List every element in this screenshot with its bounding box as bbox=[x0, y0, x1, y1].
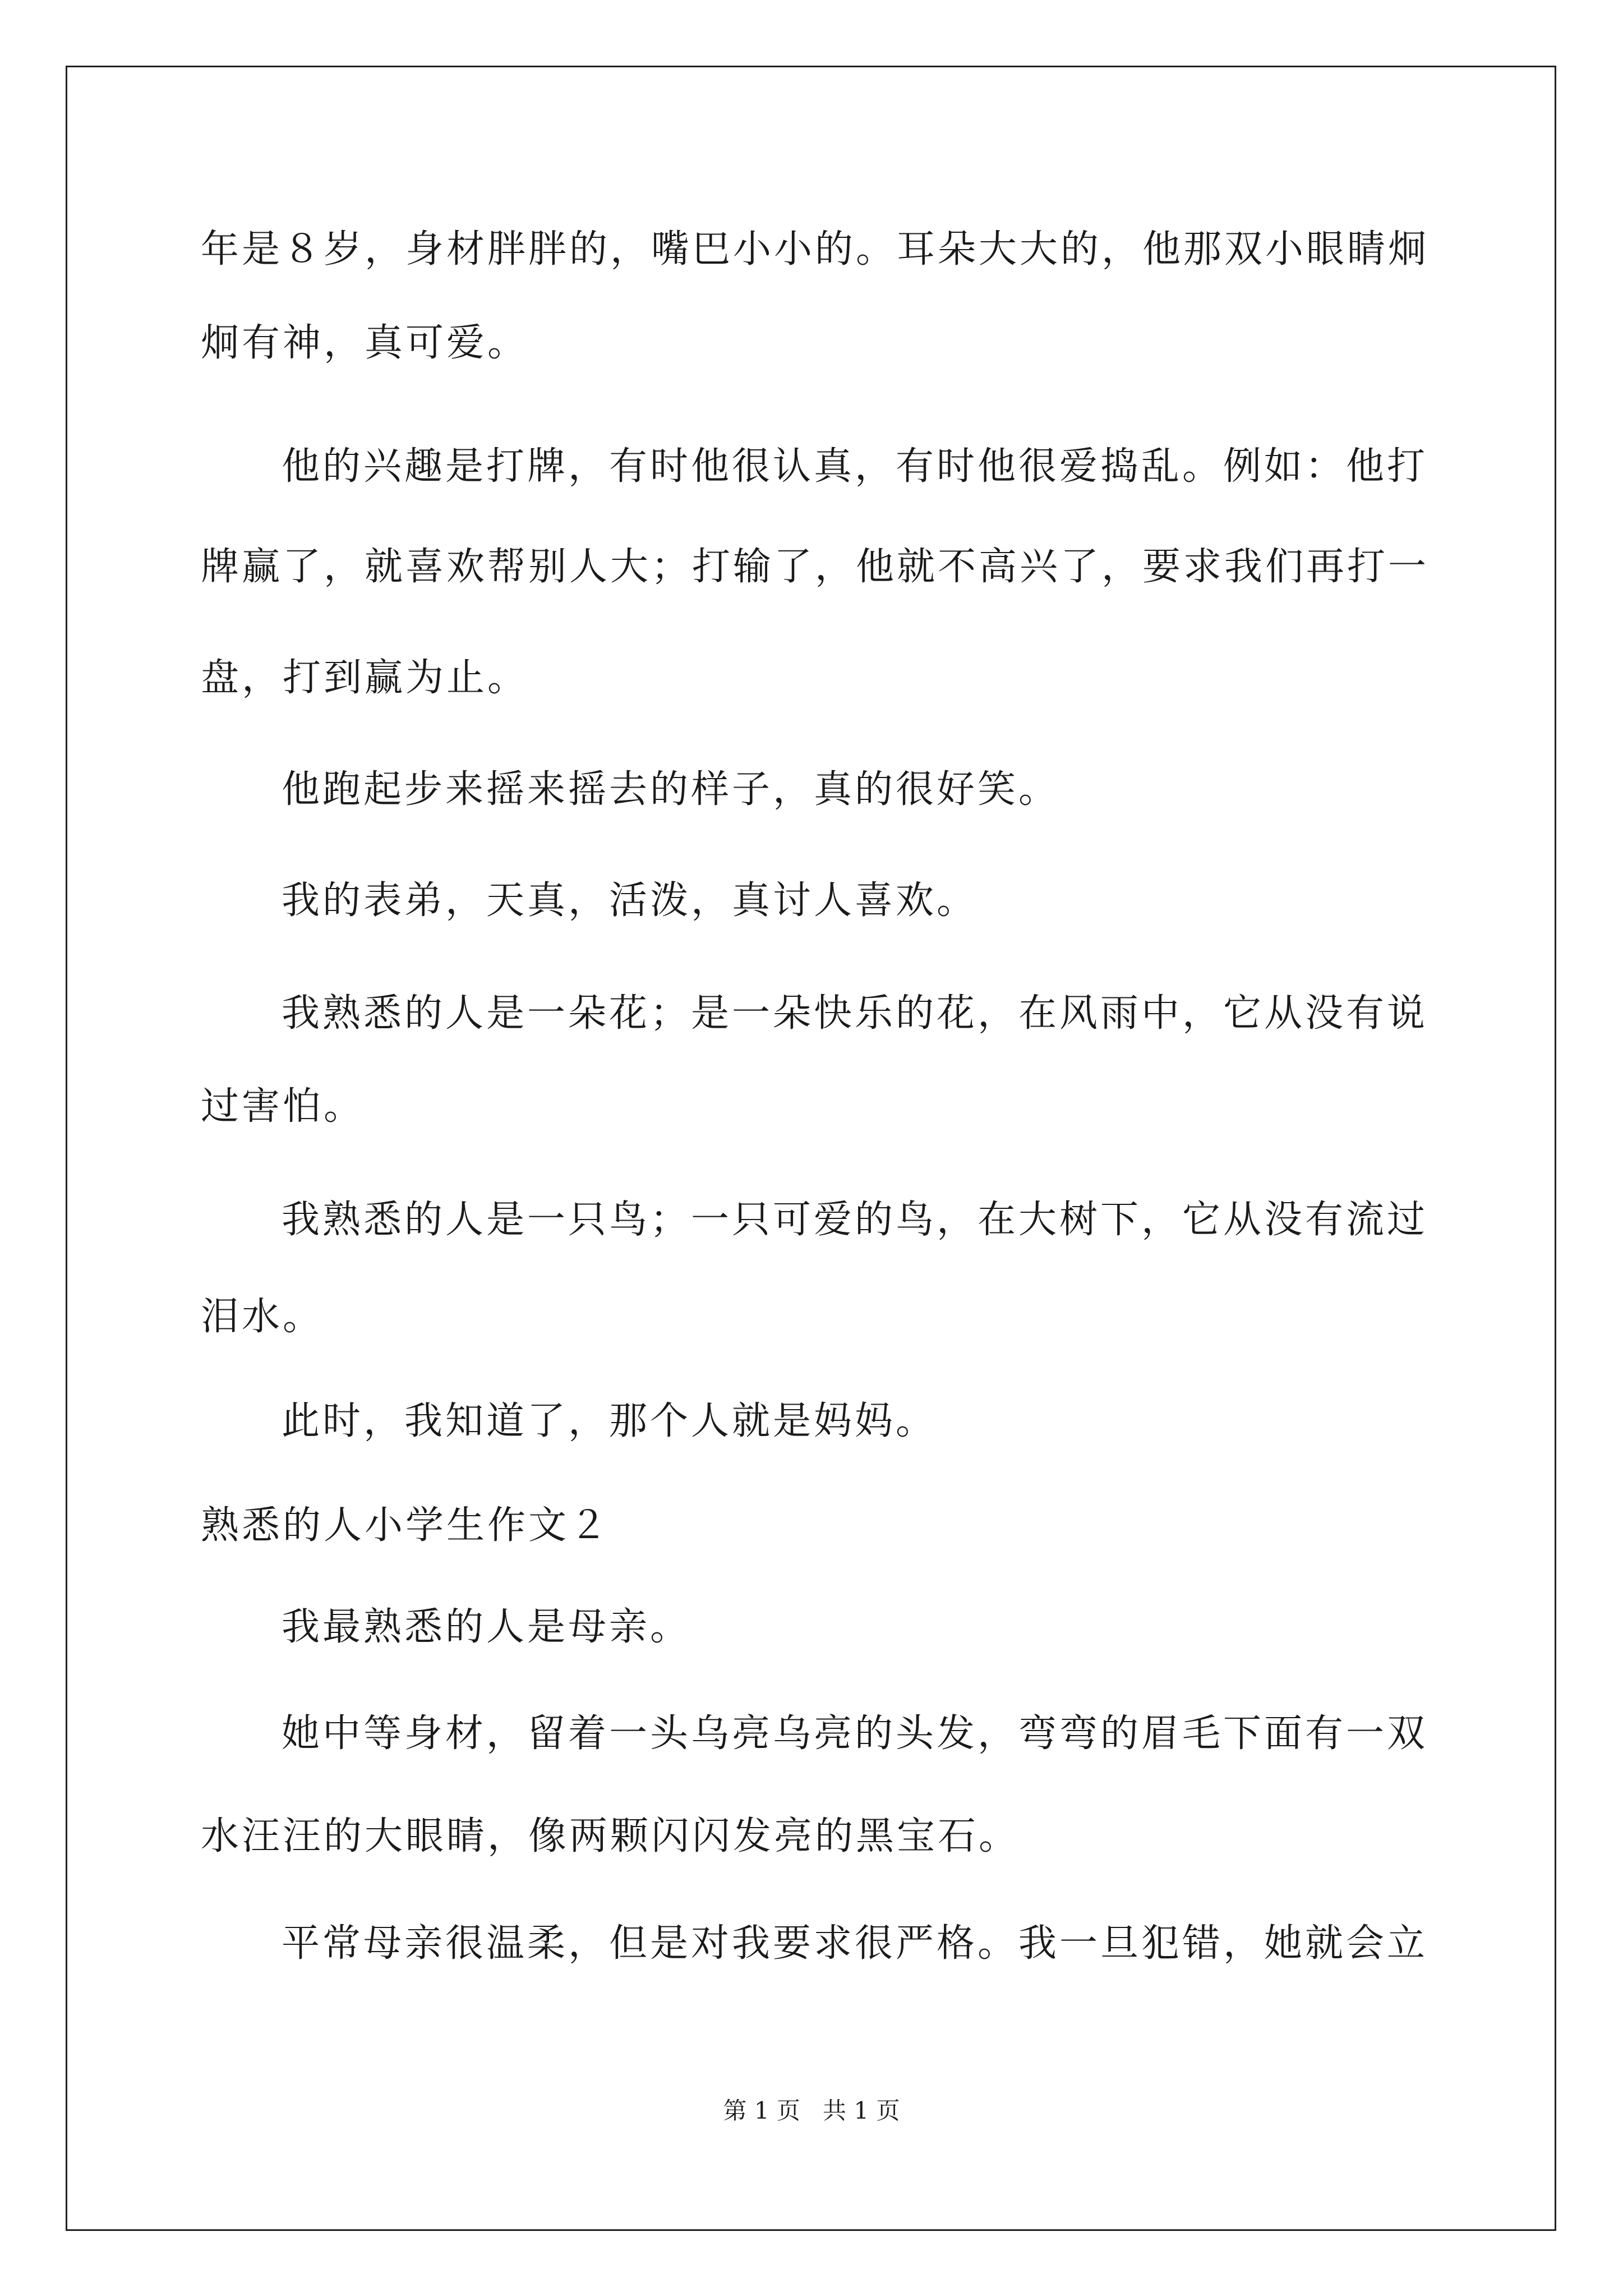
text-line: 他跑起步来摇来摇去的样子，真的很好笑。 bbox=[282, 767, 1060, 812]
page-footer: 第 1 页 共 1 页 bbox=[723, 2097, 900, 2124]
text-line: 过害怕。 bbox=[201, 1084, 365, 1129]
text-line: 泪水。 bbox=[201, 1295, 324, 1339]
text-line: 平常母亲很温柔，但是对我要求很严格。我一旦犯错，她就会立 bbox=[282, 1921, 1428, 1966]
text-line: 我熟悉的人是一朵花；是一朵快乐的花，在风雨中，它从没有说 bbox=[282, 991, 1428, 1036]
page-border bbox=[66, 66, 1556, 2231]
text-line: 此时，我知道了，那个人就是妈妈。 bbox=[282, 1399, 937, 1443]
text-line: 年是８岁，身材胖胖的，嘴巴小小的。耳朵大大的，他那双小眼睛炯 bbox=[201, 227, 1430, 272]
text-line: 他的兴趣是打牌，有时他很认真，有时他很爱捣乱。例如：他打 bbox=[282, 444, 1428, 489]
text-line: 盘，打到赢为止。 bbox=[201, 656, 529, 700]
text-line: 我的表弟，天真，活泼，真讨人喜欢。 bbox=[282, 878, 978, 923]
text-line: 我熟悉的人是一只鸟；一只可爱的鸟，在大树下，它从没有流过 bbox=[282, 1198, 1428, 1242]
text-line: 牌赢了，就喜欢帮别人大；打输了，他就不高兴了，要求我们再打一 bbox=[201, 545, 1430, 589]
text-line: 我最熟悉的人是母亲。 bbox=[282, 1605, 691, 1649]
text-line: 水汪汪的大眼睛，像两颗闪闪发亮的黑宝石。 bbox=[201, 1814, 1020, 1858]
text-line: 炯有神，真可爱。 bbox=[201, 321, 529, 365]
section-heading: 熟悉的人小学生作文２ bbox=[201, 1503, 611, 1548]
text-line: 她中等身材，留着一头乌亮乌亮的头发，弯弯的眉毛下面有一双 bbox=[282, 1711, 1428, 1756]
